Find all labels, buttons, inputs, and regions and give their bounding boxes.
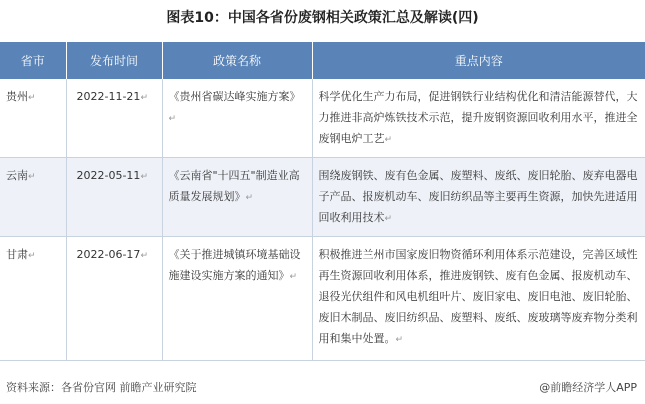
policy-text: 《关于推进城镇环境基础设施建设实施方案的通知》 — [168, 248, 301, 282]
chart-title: 图表10：中国各省份废钢相关政策汇总及解读(四) — [166, 10, 479, 26]
policy-text: 《云南省"十四五"制造业高质量发展规划》 — [168, 169, 300, 203]
header-date: 发布时间 — [66, 42, 162, 79]
pilcrow-mark: ↵ — [289, 272, 298, 282]
brand-credit: @前瞻经济学人APP — [539, 381, 637, 394]
date-cell — [66, 79, 162, 158]
pilcrow-mark: ↵ — [28, 251, 36, 261]
province-cell — [0, 158, 66, 237]
policy-text: 《贵州省碳达峰实施方案》 — [168, 90, 301, 103]
province-text: 甘肃 — [6, 248, 28, 261]
date-text: 2022-05-11 — [76, 169, 141, 182]
content-cell — [312, 79, 645, 158]
date-cell — [66, 158, 162, 237]
pilcrow-mark: ↵ — [140, 251, 148, 261]
pilcrow-mark: ↵ — [245, 193, 254, 203]
header-policy: 政策名称 — [162, 42, 312, 79]
policy-table — [0, 42, 645, 361]
table-row — [0, 79, 645, 158]
pilcrow-mark: ↵ — [140, 93, 148, 103]
province-cell — [0, 237, 66, 361]
policy-cell — [162, 237, 312, 361]
pilcrow-mark: ↵ — [168, 114, 177, 124]
pilcrow-mark: ↵ — [140, 172, 148, 182]
pilcrow-mark: ↵ — [28, 172, 36, 182]
date-text: 2022-06-17 — [76, 248, 141, 261]
header-province: 省市 — [0, 42, 66, 79]
date-text: 2022-11-21 — [76, 90, 141, 103]
table-header-row — [0, 42, 645, 79]
province-text: 贵州 — [6, 90, 28, 103]
province-text: 云南 — [6, 169, 28, 182]
source-note: 资料来源：各省份官网 前瞻产业研究院 — [6, 381, 197, 394]
policy-cell — [162, 158, 312, 237]
pilcrow-mark: ↵ — [395, 335, 404, 345]
content-text: 围绕废钢铁、废有色金属、废塑料、废纸、废旧轮胎、废弃电器电子产品、报废机动车、废旧纺织品等主要再生资源，加快先进适用回收利用技术 — [318, 169, 638, 224]
table-row — [0, 237, 645, 361]
content-cell — [312, 237, 645, 361]
content-text: 积极推进兰州市国家废旧物资循环利用体系示范建设，完善区域性再生资源回收利用体系，推进废钢铁、废有色金属、报废机动车、退役光伏组件和风电机组叶片、废旧家电、废旧电池、废旧轮胎、废旧木制品、废旧纺织品、废塑料、废纸、废玻璃等废弃物分类利用和集中处置。 — [318, 248, 638, 345]
header-content: 重点内容 — [312, 42, 645, 79]
content-cell — [312, 158, 645, 237]
table-row — [0, 158, 645, 237]
pilcrow-mark: ↵ — [384, 214, 393, 224]
date-cell — [66, 237, 162, 361]
pilcrow-mark: ↵ — [28, 93, 36, 103]
policy-cell — [162, 79, 312, 158]
content-text: 科学优化生产力布局，促进钢铁行业结构优化和清洁能源替代，大力推进非高炉炼铁技术示范，提升废钢资源回收利用水平，推进全废钢电炉工艺 — [318, 90, 638, 145]
footer — [6, 380, 637, 396]
pilcrow-mark: ↵ — [384, 135, 393, 145]
province-cell — [0, 79, 66, 158]
